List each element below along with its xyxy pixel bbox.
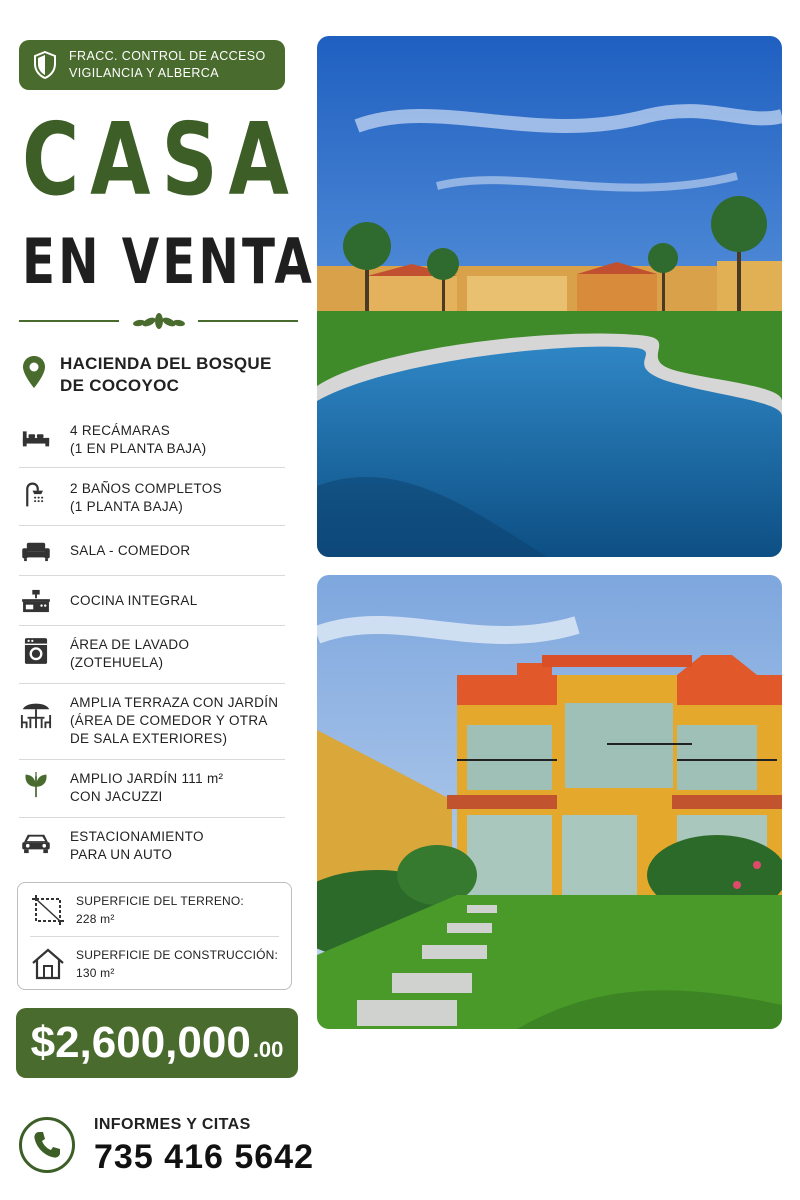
area-icon [30,893,66,927]
contact-phone-number[interactable]: 735 416 5642 [94,1138,314,1176]
house-photo [317,575,782,1029]
feature-item-kitchen: COCINA INTEGRAL [19,576,285,626]
bed-icon [19,422,53,452]
feature-item-parking: ESTACIONAMIENTO PARA UN AUTO [19,818,285,874]
house-icon [30,947,66,981]
shower-icon [19,480,53,510]
build-surface-value: 130 m² [76,965,115,980]
shield-icon [33,51,57,79]
badge-line-1: FRACC. CONTROL DE ACCESO [69,49,266,63]
feature-item-terrace: AMPLIA TERRAZA CON JARDÍN (ÁREA DE COMEDOR Y OTRA DE SALA EXTERIORES) [19,684,285,760]
price-main: $2,600,000 [30,1018,251,1067]
feature-item-bathrooms: 2 BAÑOS COMPLETOS (1 PLANTA BAJA) [19,468,285,526]
sofa-icon [19,536,53,566]
feature-item-bedrooms: 4 RECÁMARAS (1 EN PLANTA BAJA) [19,414,285,468]
leaf-icon [19,770,53,800]
land-surface-label: SUPERFICIE DEL TERRENO: [76,893,244,908]
price-banner [16,1008,298,1078]
leaves-icon [131,311,187,331]
title-divider [19,311,298,331]
amenities-badge [19,40,285,90]
badge-line-2: VIGILANCIA Y ALBERCA [69,66,219,80]
feature-item-garden: AMPLIO JARDÍN 111 m² CON JACUZZI [19,760,285,818]
washing-machine-icon [19,636,53,666]
kitchen-icon [19,586,53,616]
build-surface-label: SUPERFICIE DE CONSTRUCCIÓN: [76,947,279,962]
car-icon [19,828,53,858]
location-line-2: DE COCOYOC [60,376,180,395]
patio-umbrella-icon [19,694,53,734]
map-pin-icon [22,355,46,389]
build-surface-row [18,937,291,990]
contact-label: INFORMES Y CITAS [94,1116,251,1133]
land-surface-value: 228 m² [76,911,115,926]
feature-item-living-dining: SALA - COMEDOR [19,526,285,576]
surface-box [17,882,292,990]
feature-item-laundry: ÁREA DE LAVADO (ZOTEHUELA) [19,626,285,684]
pool-photo [317,36,782,557]
phone-icon-circle [19,1117,75,1173]
land-surface-row [18,883,291,936]
title-casa: CASA [22,101,300,218]
location-text [60,353,272,397]
phone-icon [32,1130,62,1160]
price-cents: .00 [252,1037,284,1062]
location-line-1: HACIENDA DEL BOSQUE [60,354,272,373]
title-en-venta: EN VENTA [22,225,315,298]
